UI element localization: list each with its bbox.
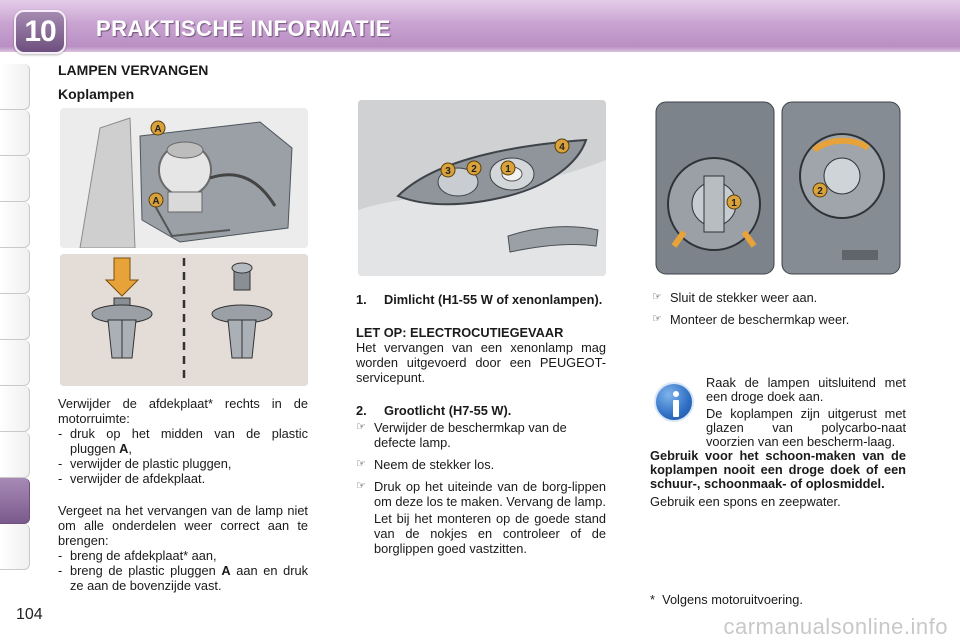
footnote-mark: * [650, 592, 655, 607]
info-line-2: De koplampen zijn uitgerust met glazen van polycarbo-naat voorzien van een bescherm-laag. [706, 406, 906, 449]
list-item: - breng de afdekplaat* aan, [58, 548, 217, 563]
marker-label-2: 2 [471, 164, 477, 175]
hand-pointing-icon: ☞ [652, 291, 662, 303]
column-right [652, 286, 906, 327]
hand-pointing-icon: ☞ [652, 313, 662, 325]
column-middle [356, 292, 606, 556]
marker-label-3: 3 [445, 166, 451, 177]
page-number: 104 [16, 606, 43, 623]
header-divider [0, 46, 960, 52]
refit-note: Vergeet na het vervangen van de lamp niet om alle onderdelen weer correct aan te brengen: [58, 503, 308, 548]
list-item: ☞ Monteer de beschermkap weer. [652, 312, 850, 327]
chapter-tab[interactable] [0, 110, 30, 156]
info-warning: Gebruik voor het schoon-maken van de koplampen nooit een droge doek of een schuur-, schoonmaak- of oplosmiddel. [650, 448, 906, 491]
chapter-tab[interactable] [0, 524, 30, 570]
item-grootlicht: 2. Grootlicht (H7-55 W). [356, 403, 512, 418]
warning-text: Het vervangen van een xenonlamp mag worden uitgevoerd door een PEUGEOT-servicepunt. [356, 340, 606, 385]
chapter-tab[interactable] [0, 432, 30, 478]
chapter-tab[interactable] [0, 202, 30, 248]
list-item: - druk op het midden van de plastic pluggen A, [58, 426, 308, 456]
marker-label-1: 1 [731, 198, 737, 209]
section-title: LAMPEN VERVANGEN [58, 62, 209, 78]
headlamp-illustration [358, 100, 606, 276]
chapter-tabs [0, 64, 34, 570]
chapter-tab[interactable] [0, 248, 30, 294]
marker-label-a: A [152, 196, 160, 207]
bulb-socket-illustration [654, 100, 902, 276]
hand-pointing-icon: ☞ [356, 458, 366, 470]
plastic-plugs-illustration [60, 254, 308, 386]
info-line-1: Raak de lampen uitsluitend met een droge doek aan. [706, 375, 906, 404]
engine-bay-illustration [60, 108, 308, 248]
refit-instruction: Let bij het monteren op de goede stand van de nokjes en controleer of de borglippen goed vastzitten. [374, 511, 606, 556]
chapter-tab[interactable] [0, 294, 30, 340]
list-item: - verwijder de afdekplaat. [58, 471, 206, 486]
sub-title: Koplampen [58, 86, 135, 102]
marker-label-a: A [154, 124, 162, 135]
list-item: - verwijder de plastic pluggen, [58, 456, 232, 471]
info-note [650, 376, 906, 509]
chapter-badge: 10 [14, 10, 66, 54]
column-left [58, 396, 308, 593]
chapter-tab[interactable] [0, 340, 30, 386]
marker-label-2: 2 [817, 186, 823, 197]
list-item: - breng de plastic pluggen A aan en druk ze aan de bovenzijde vast. [58, 563, 308, 593]
footnote [650, 592, 904, 607]
marker-label-1: 1 [505, 164, 511, 175]
list-item: ☞ Neem de stekker los. [356, 457, 495, 472]
chapter-tab[interactable] [0, 386, 30, 432]
list-item: ☞ Druk op het uiteinde van de borg-lippen om deze los te maken. Vervang de lamp. [356, 479, 606, 509]
hand-pointing-icon: ☞ [356, 421, 366, 433]
list-item: ☞ Verwijder de beschermkap van de defecte lamp. [356, 420, 567, 450]
warning-title: LET OP: ELECTROCUTIEGEVAAR [356, 325, 564, 340]
page-title: PRAKTISCHE INFORMATIE [96, 16, 391, 41]
list-item: ☞ Sluit de stekker weer aan. [652, 290, 818, 305]
footnote-text: Volgens motoruitvoering. [662, 592, 803, 607]
intro-text: Verwijder de afdekplaat* rechts in de motorruimte: [58, 396, 308, 426]
chapter-tab-active[interactable] [0, 478, 30, 524]
info-line-3: Gebruik een spons en zeepwater. [650, 494, 841, 509]
watermark: carmanualsonline.info [723, 614, 948, 639]
hand-pointing-icon: ☞ [356, 480, 366, 492]
chapter-tab[interactable] [0, 156, 30, 202]
marker-label-4: 4 [559, 142, 565, 153]
chapter-tab[interactable] [0, 64, 30, 110]
item-dimlicht: 1. Dimlicht (H1-55 W of xenonlampen). [356, 292, 603, 307]
